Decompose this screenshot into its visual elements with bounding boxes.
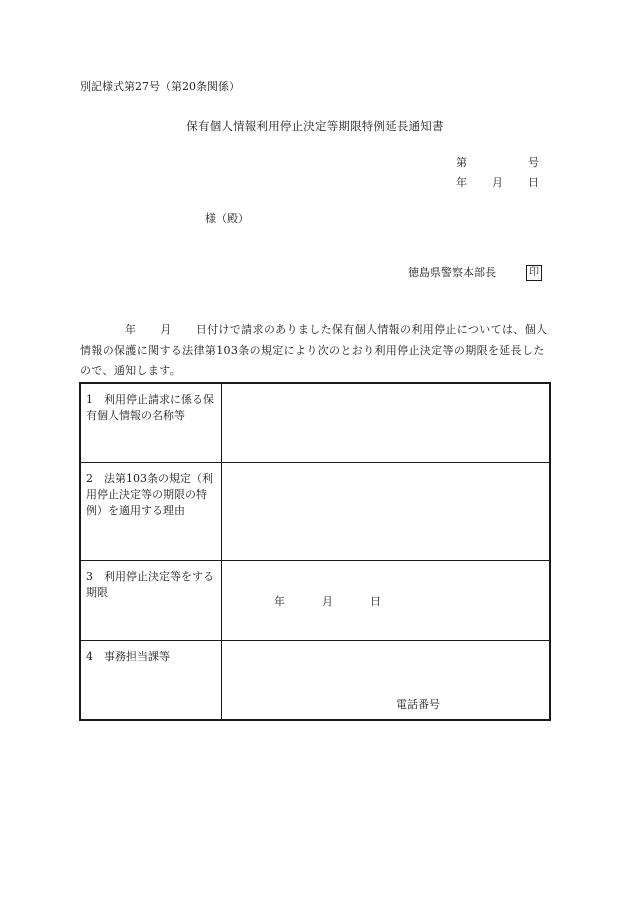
deadline-month-label: 月 [322, 595, 333, 608]
document-title: 保有個人情報利用停止決定等期限特例延長通知書 [186, 119, 444, 133]
table-row [80, 383, 550, 463]
row-label: 法第103条の規定（利用停止決定等の期限の特例）を適用する理由 [86, 472, 213, 517]
row-value-cell [222, 561, 551, 641]
row-label-cell [80, 641, 222, 721]
row-label: 事務担当課等 [104, 650, 170, 663]
doc-number-prefix: 第 [456, 156, 467, 169]
row-value-cell [222, 463, 551, 561]
row-value-cell [222, 641, 551, 721]
addressee: 様（殿） [205, 212, 249, 225]
deadline-day-label: 日 [370, 595, 381, 608]
row-number: 1 [86, 393, 93, 406]
body-text: 日付けで請求のありました保有個人情報の利用停止については、個人情報の保護に関する法律第103条の規定により次のとおり利用停止決定等の期限を延長したので、通知します。 [80, 323, 548, 377]
row-label-cell [80, 383, 222, 463]
deadline-year-label: 年 [274, 595, 285, 608]
body-month: 月 [160, 323, 172, 336]
date-day-label: 日 [528, 176, 539, 189]
date-month-label: 月 [492, 176, 503, 189]
row-number: 2 [86, 472, 93, 485]
row-value-cell [222, 383, 551, 463]
row-label: 利用停止決定等をする期限 [86, 570, 214, 599]
row-label-cell [80, 463, 222, 561]
row-label: 利用停止請求に係る保有個人情報の名称等 [86, 393, 214, 422]
notice-table [79, 382, 551, 721]
form-number-label: 別記様式第27号（第20条関係） [80, 80, 240, 93]
row-label-cell [80, 561, 222, 641]
notice-body [80, 320, 554, 382]
table-row [80, 641, 550, 721]
table-row [80, 463, 550, 561]
row-number: 4 [86, 650, 93, 663]
row-number: 3 [86, 570, 93, 583]
doc-number-suffix: 号 [528, 156, 539, 169]
date-year-label: 年 [456, 176, 467, 189]
body-year: 年 [125, 323, 137, 336]
table-row [80, 561, 550, 641]
phone-number-label: 電話番号 [396, 698, 440, 711]
seal-stamp: 印 [526, 265, 542, 281]
sender-name: 徳島県警察本部長 [408, 266, 496, 279]
